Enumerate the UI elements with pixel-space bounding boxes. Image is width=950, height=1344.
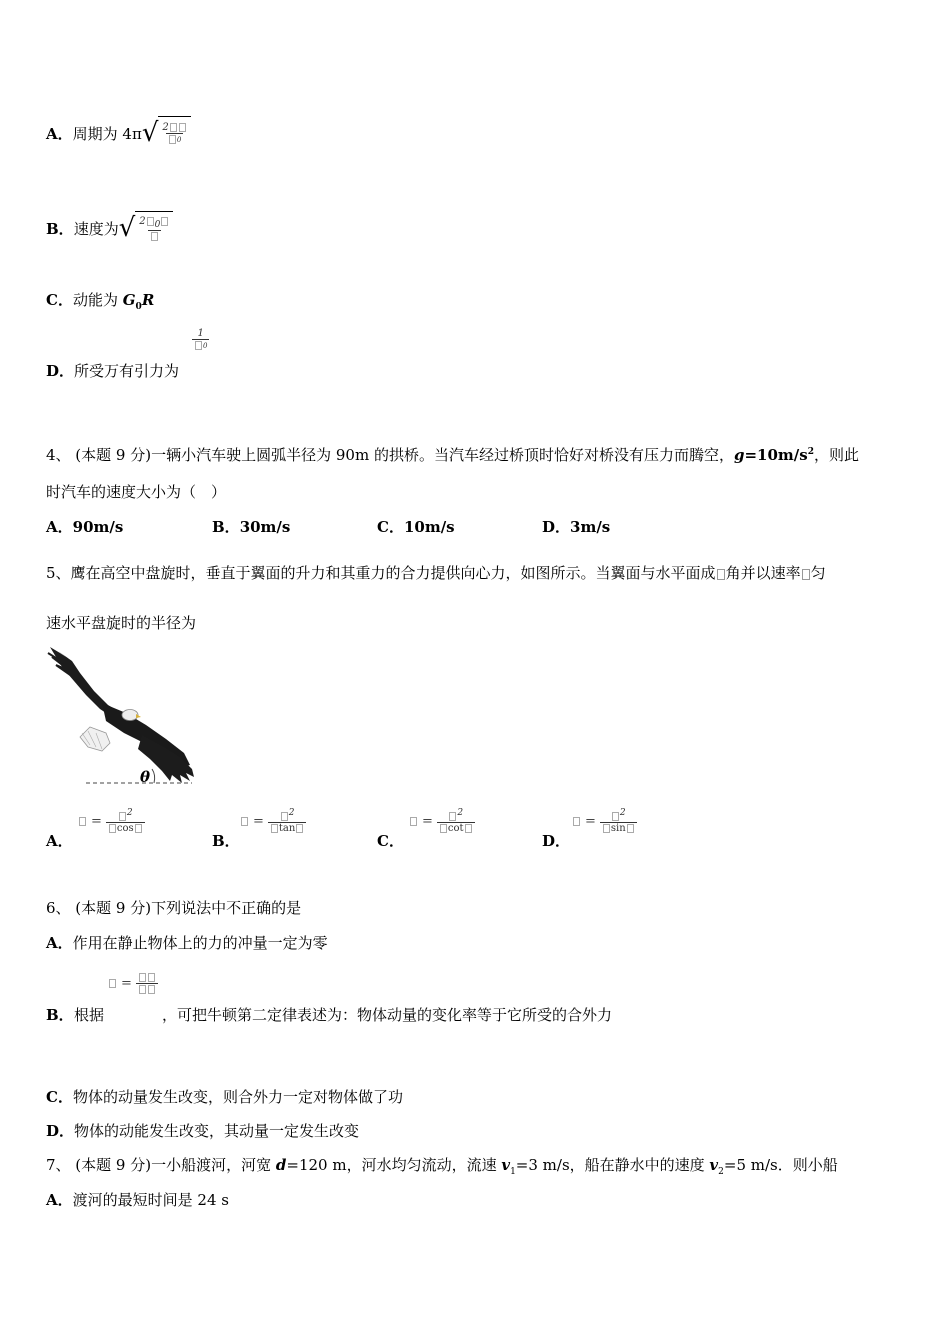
q6-option-a <box>46 932 328 953</box>
missing-symbol-v <box>802 569 810 580</box>
option-text: 速度为 <box>73 219 119 238</box>
trig-func: cos <box>116 823 134 835</box>
option-text: 作用在静止物体上的力的冲量一定为零 <box>72 934 328 952</box>
option-label: A． <box>46 832 73 850</box>
math-r: R <box>141 291 155 309</box>
option-label: B． <box>212 518 240 536</box>
math-g: G <box>122 291 136 309</box>
math-v1: v <box>501 1156 511 1174</box>
trig-func: sin <box>610 823 626 835</box>
math-subscript: 0 <box>135 302 142 312</box>
option-label: D． <box>46 1122 75 1140</box>
v1-subscript: 1 <box>510 1167 516 1177</box>
sqrt-expression: √ 2 $_0$ <box>119 211 174 245</box>
frac-denominator: 0 <box>203 342 208 350</box>
option-label: C． <box>377 518 404 536</box>
exponent: 2 <box>619 808 626 818</box>
q5-stem-line2: 速水平盘旋时的半径为 <box>46 614 197 632</box>
option-label: B． <box>212 832 240 850</box>
q7-text-2: =120 m，河水均匀流动，流速 <box>286 1156 502 1174</box>
q5-stem-line1 <box>46 562 826 583</box>
q4-suffix: ，则此 <box>813 446 859 464</box>
frac-numerator: 1 <box>197 328 204 339</box>
option-text: 所受万有引力为 <box>74 362 180 380</box>
option-text: 周期为 4π <box>72 124 142 143</box>
option-label: B． <box>46 1006 74 1024</box>
g-exponent: 2 <box>807 447 814 457</box>
option-label: C． <box>46 1088 73 1106</box>
option-post: ，可把牛顿第二定律表述为：物体动量的变化率等于它所受的合外力 <box>162 1006 613 1024</box>
eagle-figure <box>46 643 196 789</box>
frac-numerator: 2 <box>162 122 169 133</box>
option-label: A． <box>46 124 73 143</box>
q4-stem-line2: 时汽车的速度大小为（ ） <box>46 483 227 501</box>
option-text: 90m/s <box>72 518 124 536</box>
q7-stem <box>46 1154 838 1177</box>
option-label: D． <box>542 518 571 536</box>
trig-func: cot <box>447 823 464 835</box>
option-label: D． <box>46 362 75 380</box>
trig-func: tan <box>278 823 296 835</box>
q6-option-c <box>46 1086 403 1107</box>
q3-option-b <box>46 203 173 253</box>
exponent: 2 <box>288 808 295 818</box>
missing-symbol-theta <box>717 569 725 580</box>
q5-part1: 5、鹰在高空中盘旋时，垂直于翼面的升力和其重力的合力提供向心力，如图所示。当翼面与水平面成 <box>46 564 716 582</box>
sqrt-expression: √ $\frac{2}{0}$ <box>142 116 191 150</box>
angle-arc <box>152 769 155 783</box>
option-text: 30m/s <box>239 518 291 536</box>
q4-option-c <box>377 516 455 537</box>
option-text: 3m/s <box>570 518 611 536</box>
q6-option-d <box>46 1120 359 1141</box>
q4-stem-line1 <box>46 444 859 465</box>
frac-denominator: 0 <box>176 136 182 144</box>
q7-text-3: =3 m/s，船在静水中的速度 <box>515 1156 710 1174</box>
math-v2: v <box>709 1156 719 1174</box>
q5-part3: 匀 <box>810 564 826 582</box>
g-value: =10m/s <box>744 446 808 464</box>
option-text: 动能为 <box>72 291 123 309</box>
formula: = <box>108 972 158 995</box>
frac-subscript: 0 <box>154 219 161 230</box>
g-symbol: g <box>733 446 745 464</box>
q4-option-d <box>542 516 610 537</box>
q7-text-4: =5 m/s．则小船 <box>723 1156 838 1174</box>
q3-option-c <box>46 289 154 312</box>
angle-label: θ <box>140 768 151 786</box>
fraction <box>192 328 209 351</box>
option-label: C． <box>377 832 404 850</box>
q5-part2: 角并以速率 <box>725 564 801 582</box>
option-text: 物体的动量发生改变，则合外力一定对物体做了功 <box>72 1088 403 1106</box>
option-text: 10m/s <box>403 518 455 536</box>
q6-stem: 6、 (本题 9 分)下列说法中不正确的是 <box>46 899 302 917</box>
option-label: A． <box>46 518 73 536</box>
math-d: d <box>275 1156 287 1174</box>
frac-numerator: 2 <box>139 215 146 227</box>
eagle-silhouette <box>48 647 194 783</box>
q7-option-a <box>46 1189 229 1210</box>
option-label: D． <box>542 832 571 850</box>
q6-option-b <box>46 970 746 1030</box>
q4-prefix: 4、 (本题 9 分)一辆小汽车驶上圆弧半径为 90m 的拱桥。当汽车经过桥顶时恰好对桥没有压力而腾空， <box>46 446 734 464</box>
exponent: 2 <box>126 808 133 818</box>
option-label: A． <box>46 1191 73 1209</box>
q7-text-1: 7、 (本题 9 分)一小船渡河，河宽 <box>46 1156 276 1174</box>
exponent: 2 <box>457 808 464 818</box>
option-text: 物体的动能发生改变，其动量一定发生改变 <box>74 1122 360 1140</box>
v2-subscript: 2 <box>718 1167 724 1177</box>
q4-option-a <box>46 516 123 537</box>
q3-option-a <box>46 108 191 158</box>
option-label: B． <box>46 219 74 238</box>
option-label: C． <box>46 291 73 309</box>
option-pre: 根据 <box>74 1006 105 1024</box>
option-text: 渡河的最短时间是 24 s <box>72 1191 229 1209</box>
q4-option-b <box>212 516 290 537</box>
option-label: A． <box>46 934 73 952</box>
